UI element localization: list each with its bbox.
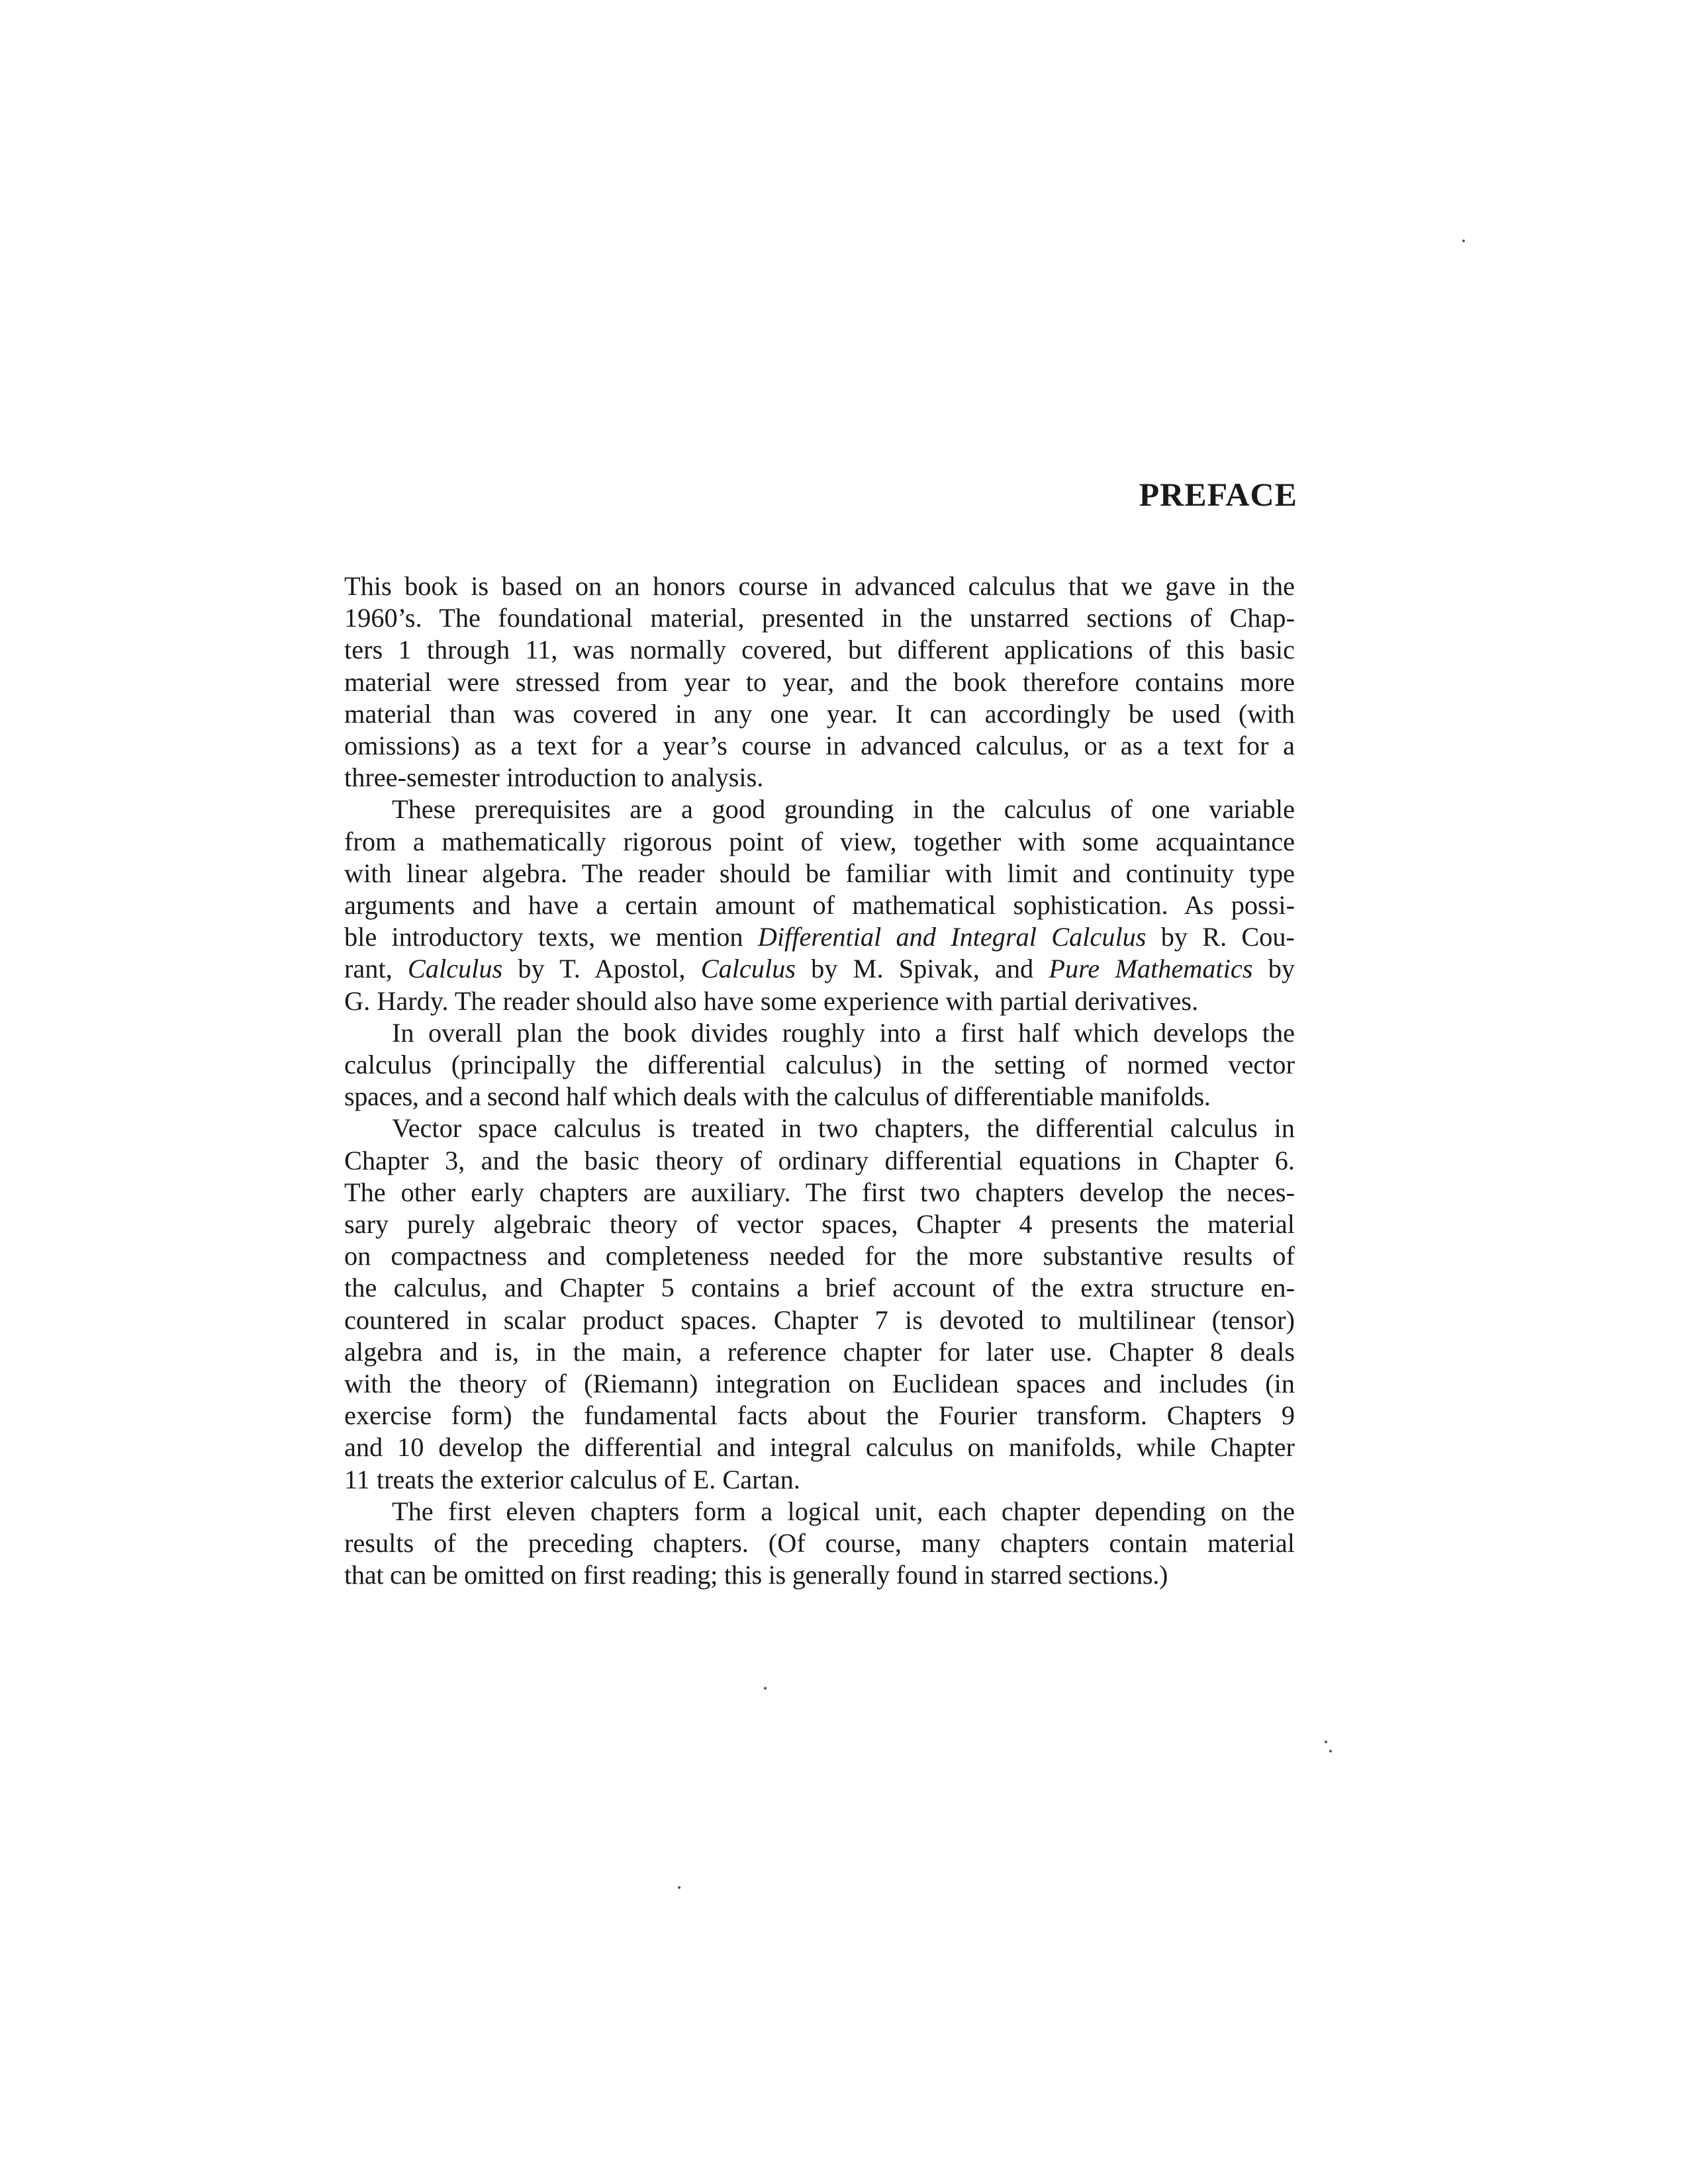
paragraph-4: [344, 1113, 1295, 1495]
text-line: The first eleven chapters form a logical unit, each chapter depending on the: [392, 1496, 1295, 1526]
text-line: algebra and is, in the main, a reference chapter for later use. Chapter 8 deals: [344, 1336, 1295, 1367]
book-title: Calculus: [700, 954, 796, 984]
paragraph-2: [344, 794, 1295, 1017]
text-line: Chapter 3, and the basic theory of ordinary differential equations in Chapter 6.: [344, 1145, 1295, 1175]
text-line: The other early chapters are auxiliary. The first two chapters develop the neces-: [344, 1177, 1295, 1207]
preface-body: [344, 570, 1295, 1592]
page-title: PREFACE: [1139, 476, 1297, 513]
text-line: ters 1 through 11, was normally covered, but different applications of this basic: [344, 635, 1295, 665]
text-line: with the theory of (Riemann) integration on Euclidean spaces and includes (in: [344, 1369, 1295, 1399]
text-line: from a mathematically rigorous point of view, together with some acquaintance: [344, 826, 1295, 856]
text-line-with-italics: ble introductory texts, we mention Differential and Integral Calculus by R. Cou-: [344, 922, 1295, 952]
scan-speck: [678, 1886, 680, 1889]
text-line: spaces, and a second half which deals with the calculus of differentiable manifolds.: [344, 1081, 1211, 1112]
text-line: 11 treats the exterior calculus of E. Cartan.: [344, 1464, 800, 1494]
text-line: sary purely algebraic theory of vector spaces, Chapter 4 presents the material: [344, 1209, 1295, 1240]
paragraph-3: [344, 1017, 1295, 1113]
text-line: material than was covered in any one year. It can accordingly be used (with: [344, 698, 1295, 729]
text-line: 1960’s. The foundational material, presented in the unstarred sections of Chap-: [344, 603, 1295, 633]
scan-speck: [1462, 240, 1465, 242]
scan-speck: [764, 1687, 767, 1690]
text-line: that can be omitted on first reading; this is generally found in starred sections.): [344, 1560, 1168, 1590]
scan-speck: [1325, 1741, 1327, 1743]
text-line: and 10 develop the differential and integral calculus on manifolds, while Chapter: [344, 1432, 1295, 1463]
text-line: on compactness and completeness needed for the more substantive results of: [344, 1241, 1295, 1271]
text-line: three-semester introduction to analysis.: [344, 762, 764, 793]
paragraph-1: [344, 570, 1295, 794]
text-line: results of the preceding chapters. (Of course, many chapters contain material: [344, 1528, 1295, 1559]
text-line: exercise form) the fundamental facts about the Fourier transform. Chapters 9: [344, 1400, 1295, 1431]
text-line: G. Hardy. The reader should also have some experience with partial derivatives.: [344, 985, 1199, 1016]
text-line: calculus (principally the differential calculus) in the setting of normed vector: [344, 1050, 1295, 1080]
paragraph-5: [344, 1496, 1295, 1592]
book-title: Calculus: [407, 954, 503, 984]
text-line: countered in scalar product spaces. Chapter 7 is devoted to multilinear (tensor): [344, 1304, 1295, 1335]
text-line-with-italics: rant, Calculus by T. Apostol, Calculus by M. Spivak, and Pure Mathematics by: [344, 954, 1295, 984]
text-line: the calculus, and Chapter 5 contains a brief account of the extra structure en-: [344, 1273, 1295, 1303]
text-line: with linear algebra. The reader should be familiar with limit and continuity type: [344, 858, 1295, 888]
text-line: omissions) as a text for a year’s course in advanced calculus, or as a text for a: [344, 731, 1295, 761]
text-line: These prerequisites are a good grounding in the calculus of one variable: [392, 794, 1295, 825]
book-title: Differential and Integral Calculus: [757, 922, 1147, 952]
book-title: Pure Mathematics: [1049, 954, 1253, 984]
text-line: material were stressed from year to year, and the book therefore contains more: [344, 666, 1295, 697]
text-line: Vector space calculus is treated in two chapters, the differential calculus in: [392, 1113, 1295, 1144]
text-line: In overall plan the book divides roughly into a first half which develops the: [392, 1017, 1295, 1048]
scan-speck: [1329, 1750, 1332, 1752]
text-line: arguments and have a certain amount of mathematical sophistication. As possi-: [344, 890, 1295, 921]
text-line: This book is based on an honors course in advanced calculus that we gave in the: [344, 571, 1295, 601]
